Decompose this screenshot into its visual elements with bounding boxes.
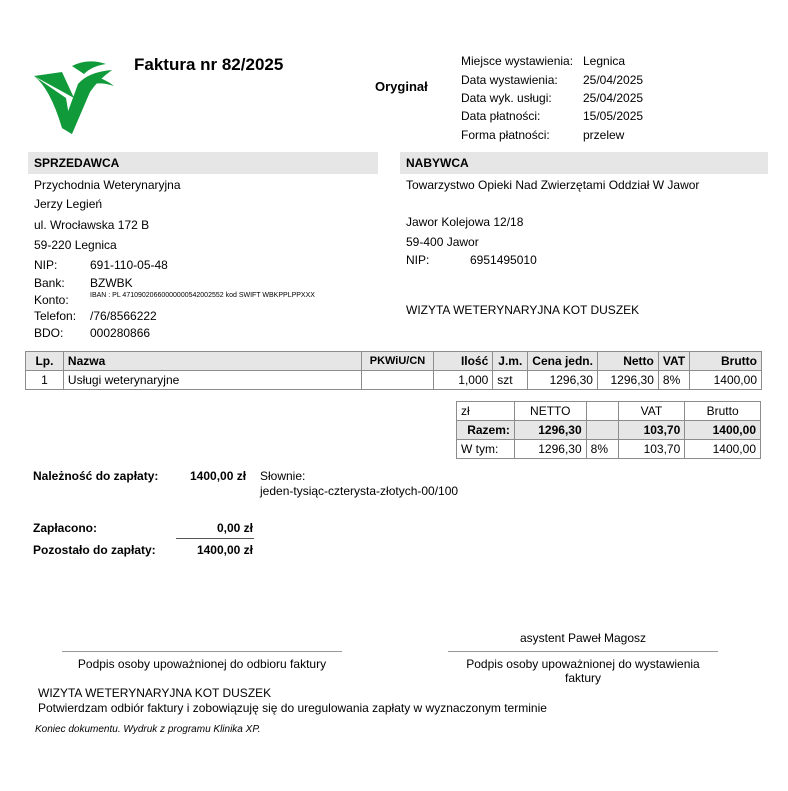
summary-rate-net: 1296,30 — [514, 440, 586, 459]
buyer-street: Jawor Kolejowa 12/18 — [406, 215, 524, 229]
buyer-note: WIZYTA WETERYNARYJNA KOT DUSZEK — [406, 303, 640, 317]
cell-vat: 8% — [658, 371, 689, 390]
summary-total-label: Razem: — [457, 421, 515, 440]
cell-lp: 1 — [26, 371, 64, 390]
receiver-signature-line — [62, 651, 342, 652]
column-header: Cena jedn. — [528, 352, 598, 371]
items-table — [25, 351, 762, 390]
column-header: Nazwa — [63, 352, 361, 371]
column-header: PKWiU/CN — [361, 352, 434, 371]
summary-net-label: NETTO — [514, 402, 586, 421]
summary-total-vat: 103,70 — [618, 421, 685, 440]
paid-underline — [176, 538, 254, 539]
summary-total-net: 1296,30 — [514, 421, 586, 440]
cell-price: 1296,30 — [528, 371, 598, 390]
paid-amount: 0,00 zł — [216, 521, 253, 535]
summary-vat-label: VAT — [618, 402, 685, 421]
seller-person: Jerzy Legień — [34, 197, 103, 211]
meta-value: 25/04/2025 — [583, 73, 644, 87]
meta-label: Miejsce wystawienia: — [461, 54, 574, 68]
seller-nip-label: NIP: — [34, 258, 58, 272]
paid-label: Zapłacono: — [33, 521, 98, 535]
seller-bank-label: Bank: — [34, 276, 65, 290]
seller-header: SPRZEDAWCA — [28, 152, 378, 174]
meta-value: 25/04/2025 — [583, 91, 644, 105]
summary-table — [456, 401, 761, 459]
summary-header-row — [457, 402, 761, 421]
meta-label: Data płatności: — [461, 109, 541, 123]
column-header: J.m. — [493, 352, 528, 371]
cell-qty: 1,000 — [434, 371, 493, 390]
meta-value: 15/05/2025 — [583, 109, 644, 123]
meta-label: Data wyk. usługi: — [461, 91, 552, 105]
column-header: Lp. — [26, 352, 64, 371]
seller-bdo: 000280866 — [90, 326, 151, 340]
meta-label: Forma płatności: — [461, 128, 550, 142]
due-label: Należność do zapłaty: — [33, 469, 159, 483]
receiver-caption: Podpis osoby upoważnionej do odbioru faktury — [77, 657, 327, 671]
seller-phone-label: Telefon: — [34, 309, 77, 323]
seller-bdo-label: BDO: — [34, 326, 64, 340]
remaining-amount: 1400,00 zł — [196, 543, 253, 557]
due-words: jeden-tysiąc-czterysta-złotych-00/100 — [260, 484, 459, 498]
summary-of-which-label: W tym: — [457, 440, 515, 459]
seller-nip: 691-110-05-48 — [90, 258, 168, 272]
column-header: VAT — [658, 352, 689, 371]
buyer-header: NABYWCA — [400, 152, 768, 174]
seller-bank: BZWBK — [90, 276, 133, 290]
meta-value: przelew — [583, 128, 625, 142]
issuer-signature-line — [448, 651, 718, 652]
footer-end: Koniec dokumentu. Wydruk z programu Klinika XP. — [35, 724, 261, 735]
seller-phone: /76/8566222 — [90, 309, 157, 323]
summary-total-row — [457, 421, 761, 440]
column-header: Netto — [597, 352, 658, 371]
issuer-name: asystent Paweł Magosz — [519, 631, 647, 645]
table-row — [26, 371, 762, 390]
footer-confirmation: Potwierdzam odbiór faktury i zobowiązuję się do uregulowania zapłaty w wyznaczonym terminie — [38, 701, 547, 715]
cell-gross: 1400,00 — [690, 371, 762, 390]
column-header: Ilość — [434, 352, 493, 371]
cell-name: Usługi weterynaryjne — [63, 371, 361, 390]
table-header-row — [26, 352, 762, 371]
original-label: Oryginał — [375, 79, 428, 94]
cell-pkwiu — [361, 371, 434, 390]
summary-empty-cell — [586, 402, 618, 421]
issuer-caption: Podpis osoby upoważnionej do wystawienia — [466, 657, 700, 671]
issuer-caption-cont: faktury — [564, 671, 601, 685]
seller-name: Przychodnia Weterynaryjna — [34, 178, 181, 192]
buyer-name: Towarzystwo Opieki Nad Zwierzętami Oddział W Jawor — [406, 178, 700, 192]
summary-rate-vat: 103,70 — [618, 440, 685, 459]
cell-net: 1296,30 — [597, 371, 658, 390]
summary-empty-cell — [586, 421, 618, 440]
invoice-title: Faktura nr 82/2025 — [134, 55, 284, 74]
buyer-city: 59-400 Jawor — [406, 235, 479, 249]
meta-label: Data wystawienia: — [461, 73, 558, 87]
summary-gross-label: Brutto — [685, 402, 761, 421]
remaining-label: Pozostało do zapłaty: — [33, 543, 156, 557]
summary-rate-gross: 1400,00 — [685, 440, 761, 459]
summary-rate: 8% — [586, 440, 618, 459]
summary-currency: zł — [457, 402, 515, 421]
column-header: Brutto — [690, 352, 762, 371]
seller-street: ul. Wrocławska 172 B — [34, 218, 150, 232]
seller-account: IBAN : PL 47109020660000000542002552 kod SWIFT WBKPPLPPXXX — [90, 292, 315, 299]
buyer-nip-label: NIP: — [406, 253, 430, 267]
summary-rate-row — [457, 440, 761, 459]
seller-account-label: Konto: — [34, 293, 69, 307]
summary-total-gross: 1400,00 — [685, 421, 761, 440]
meta-value: Legnica — [583, 54, 626, 68]
due-words-label: Słownie: — [260, 469, 306, 483]
footer-note: WIZYTA WETERYNARYJNA KOT DUSZEK — [38, 686, 272, 700]
clinic-logo — [32, 58, 116, 136]
due-amount: 1400,00 zł — [190, 469, 247, 483]
cell-unit: szt — [493, 371, 528, 390]
seller-city: 59-220 Legnica — [34, 238, 117, 252]
buyer-nip: 6951495010 — [470, 253, 537, 267]
